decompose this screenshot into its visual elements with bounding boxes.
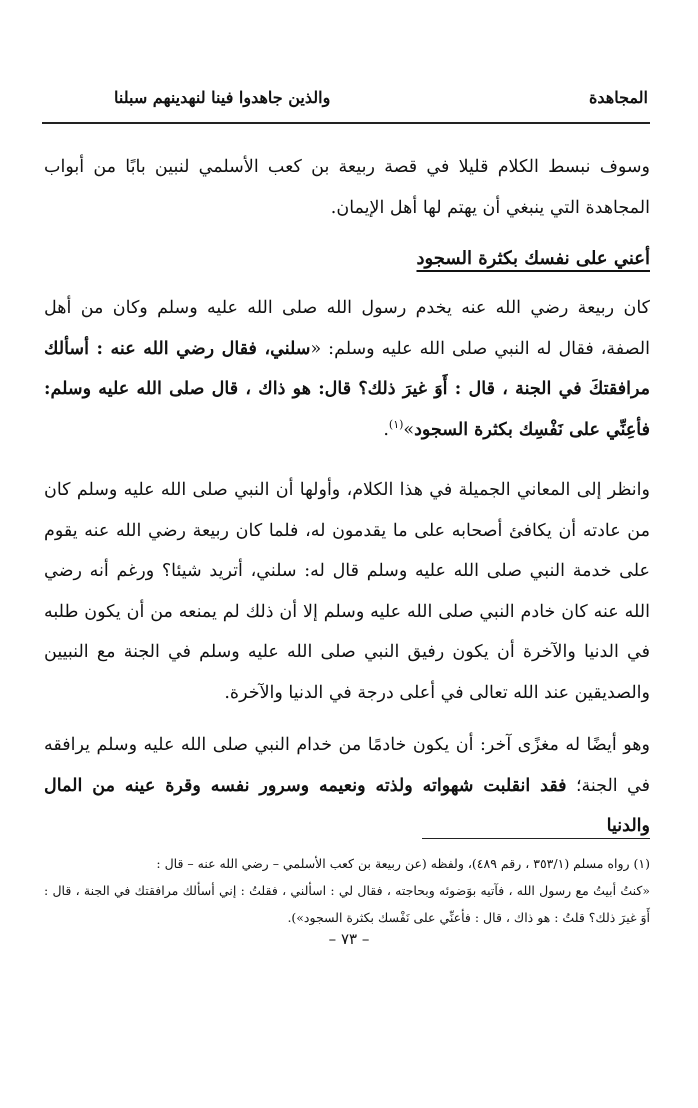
running-header	[42, 88, 648, 116]
meaning-bold: فقد انقلبت شهواته ولذته ونعيمه وسرور نفسه وقرة عينه من المال والدنيا	[44, 775, 650, 836]
story-end: .	[383, 419, 389, 440]
header-divider	[42, 122, 650, 124]
running-head-section: المجاهدة	[589, 88, 648, 107]
story-part1: كان ربيعة رضي الله عنه يخدم رسول الله صلى الله عليه وسلم وكان من أهل الصفة، فقال له النبي صلى الله عليه وسلم: «	[44, 298, 650, 359]
meaning-paragraph	[44, 725, 650, 847]
page-number: – ٧٣ –	[328, 930, 370, 948]
footnote-line-2: «كنتُ أبيتُ مع رسول الله ، فآتيه بوَضوئه وبحاجته ، فقال لي : اسألني ، فقلتُ : إني أسألك مرافقتك في الجنة ، قال : أَوَ غيرَ ذلك؟ قلتُ : هو ذاك ، قال : فأعنِّي على نَفْسك بكثرة السجود»).	[44, 883, 650, 925]
hadith-quote: سلني، فقال رضي الله عنه : أسألك مرافقتكَ في الجنة ، قال : أَوَ غيرَ ذلك؟ قال: هو ذاك ، قال صلى الله عليه وسلم: فأعِنِّي على نَفْسِك بكثرة السجود	[44, 338, 650, 440]
footnote-divider	[422, 838, 650, 839]
meaning-normal: وهو أيضًا له مغزًى آخر: أن يكون خادمًا من خدام النبي صلى الله عليه وسلم يرافقه في الجنة؛	[44, 735, 651, 796]
section-heading-container	[416, 248, 650, 269]
running-head-chapter: والذين جاهدوا فينا لنهدينهم سبلنا	[114, 88, 331, 107]
footnote-line-1: (١) رواه مسلم (٣٥٣/١ ، رقم ٤٨٩)، ولفظه (عن ربيعة بن كعب الأسلمي – رضي الله عنه – قال :	[156, 856, 650, 871]
meaning-text	[44, 725, 650, 847]
intro-text: وسوف نبسط الكلام قليلا في قصة ربيعة بن كعب الأسلمي لنبين بابًا من أبواب المجاهدة التي ينبغي أن يهتم لها أهل الإيمان.	[44, 157, 650, 218]
story-part2: »	[403, 419, 415, 440]
story-text	[44, 288, 650, 450]
footnote	[44, 850, 650, 931]
section-heading: أعني على نفسك بكثرة السجود	[416, 248, 650, 269]
intro-paragraph	[44, 147, 650, 228]
story-paragraph	[44, 288, 650, 450]
footnote-reference[interactable]: (١)	[388, 417, 404, 431]
reflection-paragraph	[44, 470, 650, 713]
reflection-text: وانظر إلى المعاني الجميلة في هذا الكلام، وأولها أن النبي صلى الله عليه وسلم كان من عادته أن يكافئ أصحابه على ما يقدمون له، فلما كان ربيعة رضي الله عنه يقوم على خدمة النبي صلى الله عليه وسلم قال له: سلني، أتريد شيئا؟ ورغم أنه رضي الله عنه كان خادم النبي صلى الله عليه وسلم إلا أن ذلك لم يمنعه من أن يكون طلبه في الدنيا والآخرة أن يكون رفيق النبي صلى الله عليه وسلم في الجنة مع النبيين والصديقين عند الله تعالى في أعلى درجة في الدنيا والآخرة.	[44, 480, 650, 703]
